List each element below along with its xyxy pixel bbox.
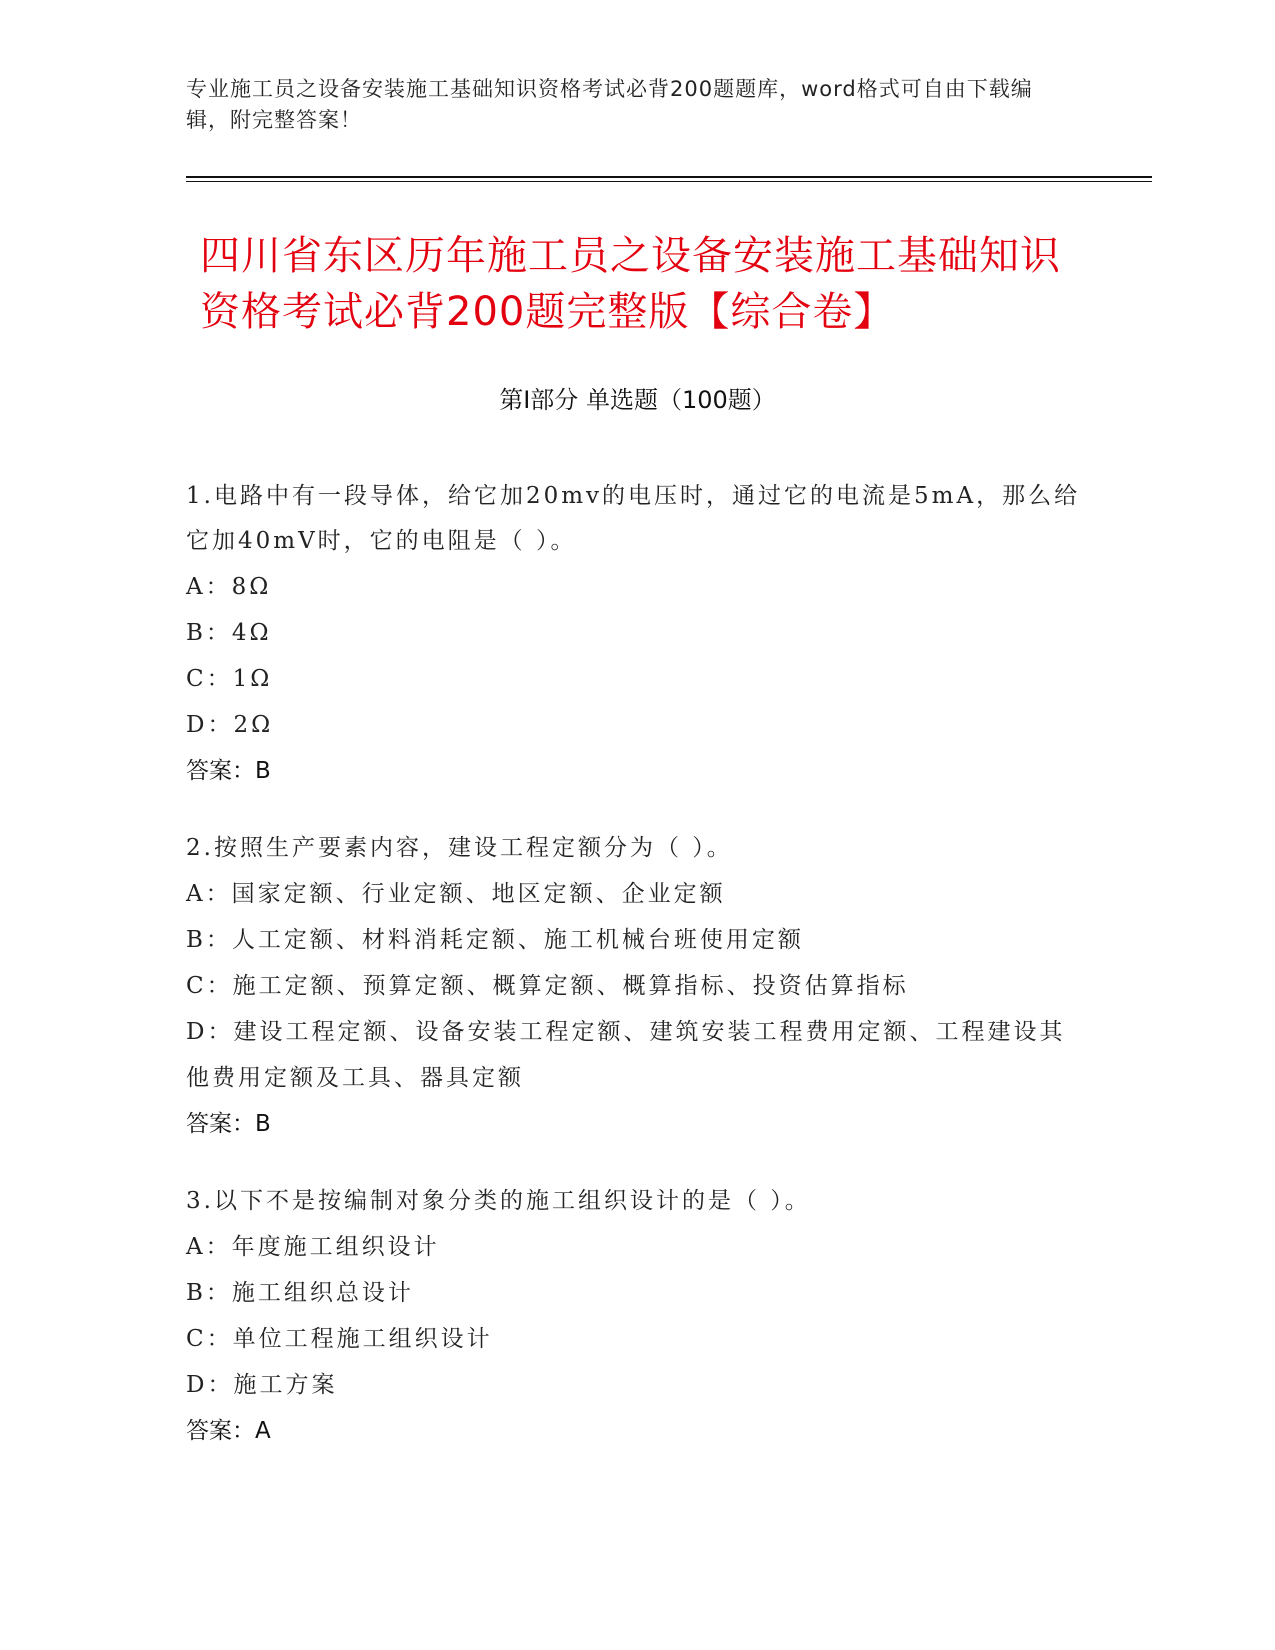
question-3 bbox=[186, 1179, 1086, 1454]
option-d: D：建设工程定额、设备安装工程定额、建筑安装工程费用定额、工程建设其他费用定额及工具、器具定额 bbox=[186, 1019, 1066, 1091]
answer-line: 答案：B bbox=[186, 1111, 271, 1137]
header-rule-thin bbox=[186, 181, 1152, 182]
header-note: 专业施工员之设备安装施工基础知识资格考试必背200题题库，word格式可自由下载编辑，附完整答案！ bbox=[186, 77, 1033, 132]
question-text: 1.电路中有一段导体，给它加20mv的电压时，通过它的电流是5mA，那么给它加40mV时，它的电阻是（ ）。 bbox=[186, 483, 1081, 554]
answer-line: 答案：B bbox=[186, 758, 271, 784]
question-2 bbox=[186, 826, 1086, 1147]
document-title: 四川省东区历年施工员之设备安装施工基础知识资格考试必背200题完整版【综合卷】 bbox=[200, 233, 1061, 335]
question-text: 2.按照生产要素内容，建设工程定额分为（ ）。 bbox=[186, 835, 733, 861]
header-rule-thick bbox=[186, 176, 1152, 178]
option-c: C：施工定额、预算定额、概算定额、概算指标、投资估算指标 bbox=[186, 973, 909, 999]
option-b: B：人工定额、材料消耗定额、施工机械台班使用定额 bbox=[186, 927, 804, 953]
section-heading: 第I部分 单选题（100题） bbox=[499, 386, 776, 414]
option-a: A：8Ω bbox=[186, 574, 272, 600]
question-list bbox=[186, 474, 1086, 1486]
question-text: 3.以下不是按编制对象分类的施工组织设计的是（ ）。 bbox=[186, 1188, 811, 1214]
option-d: D：施工方案 bbox=[186, 1372, 338, 1398]
option-a: A：年度施工组织设计 bbox=[186, 1234, 440, 1260]
option-b: B：施工组织总设计 bbox=[186, 1280, 414, 1306]
option-c: C：单位工程施工组织设计 bbox=[186, 1326, 493, 1352]
answer-line: 答案：A bbox=[186, 1418, 271, 1444]
option-b: B：4Ω bbox=[186, 620, 272, 646]
option-d: D：2Ω bbox=[186, 712, 274, 738]
question-1 bbox=[186, 474, 1086, 794]
option-a: A：国家定额、行业定额、地区定额、企业定额 bbox=[186, 881, 726, 907]
option-c: C：1Ω bbox=[186, 666, 273, 692]
